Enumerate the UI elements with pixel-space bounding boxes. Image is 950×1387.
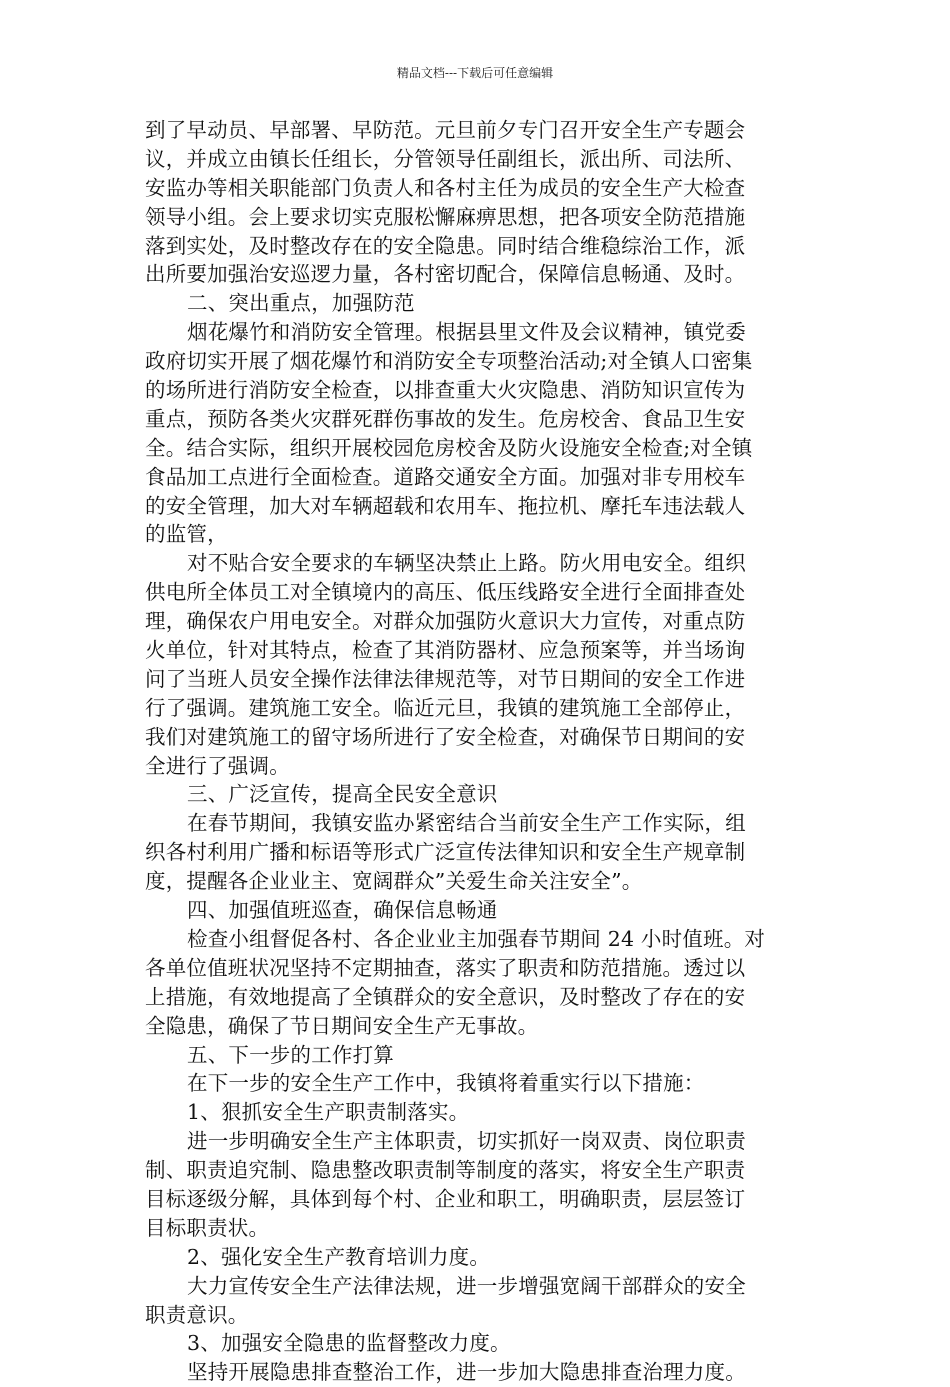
text-line: 四、加强值班巡查，确保信息畅通 xyxy=(187,898,498,923)
text-line: 检查小组督促各村、各企业业主加强春节期间 24 小时值班。对 xyxy=(187,926,766,951)
text-line: 出所要加强治安巡逻力量，各村密切配合，保障信息畅通、及时。 xyxy=(145,262,746,287)
text-line: 大力宣传安全生产法律法规，进一步增强宽阔干部群众的安全 xyxy=(187,1273,746,1298)
text-line: 织各村利用广播和标语等形式广泛宣传法律知识和安全生产规章制 xyxy=(145,840,746,865)
text-line: 我们对建筑施工的留守场所进行了安全检查，对确保节日期间的安 xyxy=(145,724,746,749)
text-line: 进一步明确安全生产主体职责，切实抓好一岗双责、岗位职责 xyxy=(187,1129,746,1154)
text-line: 全进行了强调。 xyxy=(145,753,290,778)
text-line: 的场所进行消防安全检查，以排查重大火灾隐患、消防知识宣传为 xyxy=(145,378,746,403)
text-line: 目标职责状。 xyxy=(145,1215,270,1240)
text-line: 安监办等相关职能部门负责人和各村主任为成员的安全生产大检查 xyxy=(145,175,746,200)
text-line: 重点，预防各类火灾群死群伤事故的发生。危房校舍、食品卫生安 xyxy=(145,406,746,431)
text-line: 到了早动员、早部署、早防范。元旦前夕专门召开安全生产专题会 xyxy=(145,118,746,142)
text-line: 在下一步的安全生产工作中，我镇将着重实行以下措施： xyxy=(187,1071,705,1096)
text-line: 的监管， xyxy=(145,522,228,547)
text-line: 1、狠抓安全生产职责制落实。 xyxy=(187,1100,470,1125)
text-line: 火单位，针对其特点，检查了其消防器材、应急预案等，并当场询 xyxy=(145,638,746,663)
text-line: 食品加工点进行全面检查。道路交通安全方面。加强对非专用校车 xyxy=(145,464,746,489)
text-line: 领导小组。会上要求切实克服松懈麻痹思想，把各项安全防范措施 xyxy=(145,204,746,229)
text-line: 理，确保农户用电安全。对群众加强防火意识大力宣传，对重点防 xyxy=(145,609,746,634)
text-line: 上措施，有效地提高了全镇群众的安全意识，及时整改了存在的安 xyxy=(145,984,746,1009)
text-line: 议，并成立由镇长任组长，分管领导任副组长，派出所、司法所、 xyxy=(145,146,746,171)
text-line: 制、职责追究制、隐患整改职责制等制度的落实，将安全生产职责 xyxy=(145,1158,746,1183)
text-line: 职责意识。 xyxy=(145,1302,249,1327)
text-line: 全。结合实际，组织开展校园危房校舍及防火设施安全检查;对全镇 xyxy=(145,435,753,460)
text-line: 坚持开展隐患排查整治工作，进一步加大隐患排查治理力度。 xyxy=(187,1360,746,1385)
text-line: 目标逐级分解，具体到每个村、企业和职工，明确职责，层层签订 xyxy=(145,1186,746,1211)
text-line: 五、下一步的工作打算 xyxy=(187,1042,394,1067)
text-line: 行了强调。建筑施工安全。临近元旦，我镇的建筑施工全部停止， xyxy=(145,695,746,720)
text-line: 3、加强安全隐患的监督整改力度。 xyxy=(187,1331,511,1356)
text-line: 二、突出重点，加强防范 xyxy=(187,291,415,316)
text-line: 对不贴合安全要求的车辆坚决禁止上路。防火用电安全。组织 xyxy=(187,551,746,576)
text-line: 度，提醒各企业业主、宽阔群众”关爱生命关注安全”。 xyxy=(145,869,643,894)
document-body xyxy=(145,116,813,1387)
text-line: 在春节期间，我镇安监办紧密结合当前安全生产工作实际，组 xyxy=(187,811,746,836)
text-line: 三、广泛宣传，提高全民安全意识 xyxy=(187,782,498,807)
text-line: 2、强化安全生产教育培训力度。 xyxy=(187,1244,491,1269)
text-line: 烟花爆竹和消防安全管理。根据县里文件及会议精神，镇党委 xyxy=(187,320,746,345)
text-line: 的安全管理，加大对车辆超载和农用车、拖拉机、摩托车违法载人 xyxy=(145,493,746,518)
text-line: 政府切实开展了烟花爆竹和消防安全专项整治活动;对全镇人口密集 xyxy=(145,349,753,374)
page-header: 精品文档---下载后可任意编辑 xyxy=(396,66,554,80)
text-line: 落到实处，及时整改存在的安全隐患。同时结合维稳综治工作，派 xyxy=(145,233,746,258)
text-line: 各单位值班状况坚持不定期抽查，落实了职责和防范措施。透过以 xyxy=(145,955,746,980)
text-line: 问了当班人员安全操作法律法律规范等，对节日期间的安全工作进 xyxy=(145,666,746,691)
text-line: 全隐患，确保了节日期间安全生产无事故。 xyxy=(145,1013,539,1038)
text-line: 供电所全体员工对全镇境内的高压、低压线路安全进行全面排查处 xyxy=(145,580,746,605)
